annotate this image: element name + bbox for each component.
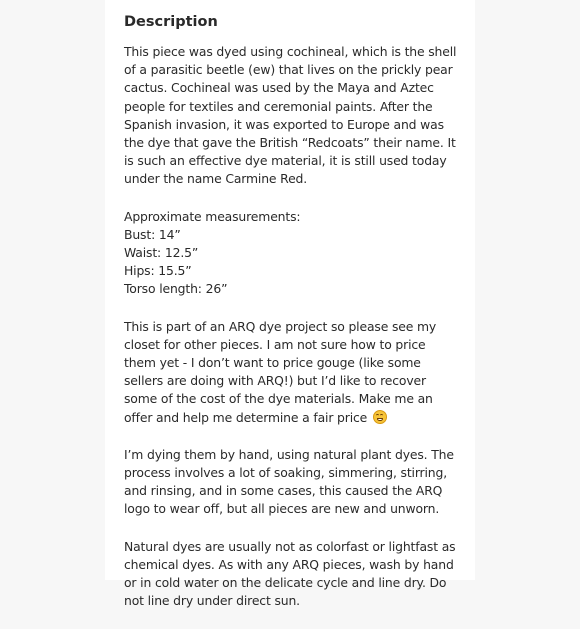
description-heading: Description xyxy=(124,14,218,30)
text-line: chemical dyes. As with any ARQ pieces, wash by hand xyxy=(124,556,454,572)
description-paragraph-project xyxy=(124,318,466,427)
text-line: closet for other pieces. I am not sure how to price xyxy=(124,336,426,352)
text-line: process involves a lot of soaking, simmering, stirring, xyxy=(124,465,447,481)
description-paragraph-measurements xyxy=(124,208,466,299)
description-card xyxy=(105,0,475,609)
description-paragraph-process xyxy=(124,446,466,519)
text-line: Natural dyes are usually not as colorfast or lightfast as xyxy=(124,538,456,554)
text-line: Torso length: 26” xyxy=(124,281,228,297)
text-line: This is part of an ARQ dye project so please see my xyxy=(124,318,437,334)
text-line: not line dry under direct sun. xyxy=(124,593,300,609)
text-line: Hips: 15.5” xyxy=(124,263,192,279)
description-paragraph-care xyxy=(124,538,466,611)
text-line: some of the cost of the dye materials. Make me an xyxy=(124,391,433,407)
text-line: and rinsing, and in some cases, this caused the ARQ xyxy=(124,483,443,499)
description-paragraph-history xyxy=(124,43,466,189)
text-line: logo to wear off, but all pieces are new and unworn. xyxy=(124,501,440,517)
text-line: the dye that gave the British “Redcoats” their name. It xyxy=(124,135,456,151)
text-line: Waist: 12.5” xyxy=(124,245,199,261)
text-line-with-emoji xyxy=(124,409,466,427)
text-line: offer and help me determine a fair price xyxy=(124,409,368,425)
text-line: under the name Carmine Red. xyxy=(124,171,308,187)
text-line: Bust: 14” xyxy=(124,226,181,242)
grinning-face-emoji-icon xyxy=(373,410,387,424)
text-line: Spanish invasion, it was exported to Europe and was xyxy=(124,116,444,132)
description-section xyxy=(124,12,466,629)
text-line: people for textiles and ceremonial paints. After the xyxy=(124,98,433,114)
text-line: This piece was dyed using cochineal, which is the shell xyxy=(124,44,457,59)
text-line: Approximate measurements: xyxy=(124,208,301,224)
text-line: them yet - I don’t want to price gouge (like some xyxy=(124,355,421,371)
text-line: sellers are doing with ARQ!) but I’d like to recover xyxy=(124,373,426,389)
text-line: or in cold water on the delicate cycle and line dry. Do xyxy=(124,575,447,591)
text-line: cactus. Cochineal was used by the Maya and Aztec xyxy=(124,80,434,96)
text-line: of a parasitic beetle (ew) that lives on the prickly pear xyxy=(124,62,453,78)
text-line: I’m dying them by hand, using natural plant dyes. The xyxy=(124,446,454,462)
text-line: is such an effective dye material, it is still used today xyxy=(124,153,447,169)
